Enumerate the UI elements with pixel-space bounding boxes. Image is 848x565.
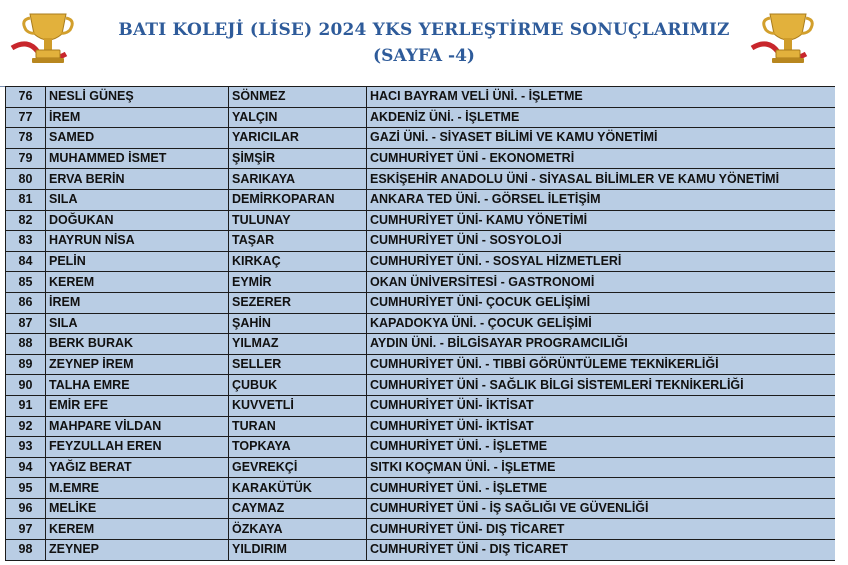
placement-program: AKDENİZ ÜNİ. - İŞLETME [367, 107, 836, 128]
placement-program: CUMHURİYET ÜNİ- DIŞ TİCARET [367, 519, 836, 540]
table-row [6, 148, 836, 169]
row-number: 97 [6, 519, 46, 540]
student-surname: EYMİR [229, 272, 367, 293]
student-surname: ÖZKAYA [229, 519, 367, 540]
header-banner [0, 0, 848, 87]
student-name: SAMED [46, 128, 229, 149]
student-name: EMİR EFE [46, 395, 229, 416]
placement-program: KAPADOKYA ÜNİ. - ÇOCUK GELİŞİMİ [367, 313, 836, 334]
table-row [6, 437, 836, 458]
placement-program: HACI BAYRAM VELİ ÜNİ. - İŞLETME [367, 87, 836, 108]
student-surname: YILDIRIM [229, 540, 367, 561]
student-surname: GEVREKÇİ [229, 457, 367, 478]
placement-program: ANKARA TED ÜNİ. - GÖRSEL İLETİŞİM [367, 189, 836, 210]
row-number: 81 [6, 189, 46, 210]
placement-program: ESKİŞEHİR ANADOLU ÜNİ - SİYASAL BİLİMLER VE KAMU YÖNETİMİ [367, 169, 836, 190]
page-edge [835, 86, 848, 565]
table-row [6, 128, 836, 149]
student-name: MELİKE [46, 498, 229, 519]
table-row [6, 231, 836, 252]
student-surname: ŞİMŞİR [229, 148, 367, 169]
table-row [6, 354, 836, 375]
table-row [6, 251, 836, 272]
row-number: 95 [6, 478, 46, 499]
student-surname: CAYMAZ [229, 498, 367, 519]
student-name: BERK BURAK [46, 334, 229, 355]
row-number: 83 [6, 231, 46, 252]
student-name: PELİN [46, 251, 229, 272]
placement-program: OKAN ÜNİVERSİTESİ - GASTRONOMİ [367, 272, 836, 293]
table-row [6, 107, 836, 128]
student-surname: ŞAHİN [229, 313, 367, 334]
student-name: ZEYNEP [46, 540, 229, 561]
student-surname: TULUNAY [229, 210, 367, 231]
row-number: 86 [6, 292, 46, 313]
table-row [6, 540, 836, 561]
student-surname: TAŞAR [229, 231, 367, 252]
student-name: FEYZULLAH EREN [46, 437, 229, 458]
table-row [6, 313, 836, 334]
row-number: 76 [6, 87, 46, 108]
table-row [6, 292, 836, 313]
student-surname: SÖNMEZ [229, 87, 367, 108]
student-name: MUHAMMED İSMET [46, 148, 229, 169]
row-number: 80 [6, 169, 46, 190]
student-name: SILA [46, 313, 229, 334]
student-name: NESLİ GÜNEŞ [46, 87, 229, 108]
student-name: HAYRUN NİSA [46, 231, 229, 252]
row-number: 90 [6, 375, 46, 396]
student-name: ZEYNEP İREM [46, 354, 229, 375]
student-surname: KARAKÜTÜK [229, 478, 367, 499]
student-surname: KIRKAÇ [229, 251, 367, 272]
placement-program: CUMHURİYET ÜNİ. - SOSYAL HİZMETLERİ [367, 251, 836, 272]
row-number: 79 [6, 148, 46, 169]
student-name: TALHA EMRE [46, 375, 229, 396]
placement-program: CUMHURİYET ÜNİ- ÇOCUK GELİŞİMİ [367, 292, 836, 313]
row-number: 87 [6, 313, 46, 334]
student-name: KEREM [46, 272, 229, 293]
row-number: 82 [6, 210, 46, 231]
page-subtitle: (SAYFA -4) [373, 46, 475, 66]
placement-program: CUMHURİYET ÜNİ- İKTİSAT [367, 416, 836, 437]
placement-program: CUMHURİYET ÜNİ. - İŞLETME [367, 478, 836, 499]
student-surname: DEMİRKOPARAN [229, 189, 367, 210]
results-table [5, 86, 836, 561]
placement-program: AYDIN ÜNİ. - BİLGİSAYAR PROGRAMCILIĞI [367, 334, 836, 355]
table-row [6, 457, 836, 478]
placement-program: CUMHURİYET ÜNİ- İKTİSAT [367, 395, 836, 416]
row-number: 89 [6, 354, 46, 375]
table-row [6, 272, 836, 293]
placement-program: CUMHURİYET ÜNİ. - İŞLETME [367, 437, 836, 458]
table-row [6, 519, 836, 540]
placement-program: SITKI KOÇMAN ÜNİ. - İŞLETME [367, 457, 836, 478]
table-row [6, 375, 836, 396]
student-name: İREM [46, 107, 229, 128]
student-name: DOĞUKAN [46, 210, 229, 231]
student-name: ERVA BERİN [46, 169, 229, 190]
placement-program: GAZİ ÜNİ. - SİYASET BİLİMİ VE KAMU YÖNETİMİ [367, 128, 836, 149]
row-number: 88 [6, 334, 46, 355]
table-row [6, 169, 836, 190]
table-row [6, 334, 836, 355]
results-table-body [6, 87, 836, 561]
student-name: MAHPARE VİLDAN [46, 416, 229, 437]
row-number: 85 [6, 272, 46, 293]
row-number: 92 [6, 416, 46, 437]
student-name: KEREM [46, 519, 229, 540]
student-name: YAĞIZ BERAT [46, 457, 229, 478]
table-row [6, 395, 836, 416]
student-name: M.EMRE [46, 478, 229, 499]
student-surname: TOPKAYA [229, 437, 367, 458]
student-surname: TURAN [229, 416, 367, 437]
student-surname: YARICILAR [229, 128, 367, 149]
placement-program: CUMHURİYET ÜNİ - İŞ SAĞLIĞI VE GÜVENLİĞİ [367, 498, 836, 519]
student-surname: SARIKAYA [229, 169, 367, 190]
student-surname: YILMAZ [229, 334, 367, 355]
row-number: 91 [6, 395, 46, 416]
student-name: SILA [46, 189, 229, 210]
table-row [6, 210, 836, 231]
trophy-icon [748, 8, 828, 68]
student-surname: SELLER [229, 354, 367, 375]
table-row [6, 478, 836, 499]
page-title: BATI KOLEJİ (LİSE) 2024 YKS YERLEŞTİRME SONUÇLARIMIZ [118, 20, 730, 40]
student-name: İREM [46, 292, 229, 313]
row-number: 96 [6, 498, 46, 519]
placement-program: CUMHURİYET ÜNİ - SAĞLIK BİLGİ SİSTEMLERİ TEKNİKERLİĞİ [367, 375, 836, 396]
table-row [6, 87, 836, 108]
row-number: 98 [6, 540, 46, 561]
placement-program: CUMHURİYET ÜNİ - EKONOMETRİ [367, 148, 836, 169]
placement-program: CUMHURİYET ÜNİ- KAMU YÖNETİMİ [367, 210, 836, 231]
placement-program: CUMHURİYET ÜNİ - DIŞ TİCARET [367, 540, 836, 561]
row-number: 84 [6, 251, 46, 272]
student-surname: SEZERER [229, 292, 367, 313]
student-surname: YALÇIN [229, 107, 367, 128]
row-number: 94 [6, 457, 46, 478]
row-number: 93 [6, 437, 46, 458]
placement-program: CUMHURİYET ÜNİ. - TIBBİ GÖRÜNTÜLEME TEKNİKERLİĞİ [367, 354, 836, 375]
table-row [6, 416, 836, 437]
table-row [6, 189, 836, 210]
row-number: 78 [6, 128, 46, 149]
table-row [6, 498, 836, 519]
student-surname: ÇUBUK [229, 375, 367, 396]
row-number: 77 [6, 107, 46, 128]
student-surname: KUVVETLİ [229, 395, 367, 416]
placement-program: CUMHURİYET ÜNİ - SOSYOLOJİ [367, 231, 836, 252]
